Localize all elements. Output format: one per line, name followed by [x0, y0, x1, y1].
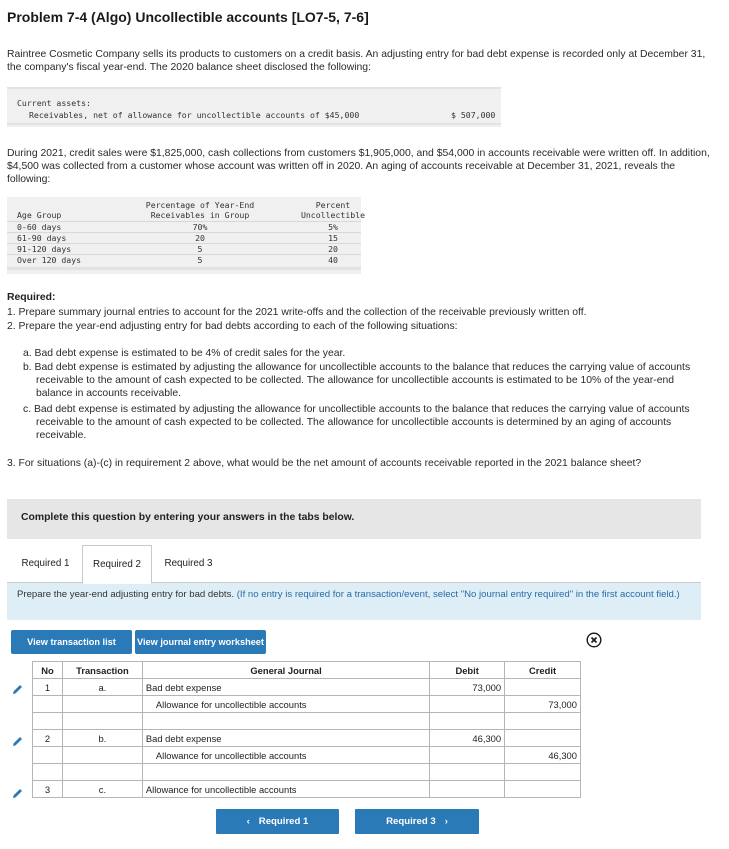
table-row	[33, 747, 581, 764]
table-row	[33, 764, 581, 781]
aging-row-group: 61-90 days	[17, 233, 67, 243]
row-transaction: a.	[62, 679, 142, 696]
chevron-right-icon: ›	[444, 816, 448, 827]
complete-banner	[7, 499, 701, 539]
row-credit[interactable]	[505, 781, 581, 798]
aging-table	[7, 197, 366, 274]
edit-pencil-icon[interactable]	[11, 787, 24, 803]
row-credit[interactable]	[505, 713, 581, 730]
row-no: 3	[33, 781, 63, 798]
edit-pencil-icon[interactable]	[11, 735, 24, 751]
aging-col2-header-1: Percentage of Year-End	[145, 200, 255, 210]
row-no	[33, 764, 63, 781]
row-account[interactable]: Allowance for uncollectible accounts	[142, 747, 429, 764]
aging-row-group: 91-120 days	[17, 244, 72, 254]
row-transaction	[62, 764, 142, 781]
row-account[interactable]	[142, 764, 429, 781]
row-no: 2	[33, 730, 63, 747]
aging-row-group: Over 120 days	[17, 255, 82, 265]
table-row	[33, 679, 581, 696]
row-debit[interactable]	[430, 781, 505, 798]
aging-row-unc: 15	[328, 233, 338, 243]
row-account[interactable]	[142, 713, 429, 730]
instruction-main: Prepare the year-end adjusting entry for bad debts.	[17, 589, 235, 600]
row-no: 1	[33, 679, 63, 696]
row-debit[interactable]	[430, 747, 505, 764]
row-no	[33, 713, 63, 730]
row-debit[interactable]	[430, 713, 505, 730]
col-header-credit: Credit	[505, 662, 581, 679]
view-transaction-list-button[interactable]: View transaction list	[11, 630, 132, 654]
situation-a: a. Bad debt expense is estimated to be 4% of credit sales for the year.	[23, 348, 346, 359]
table-row	[33, 730, 581, 747]
col-header-transaction: Transaction	[62, 662, 142, 679]
row-account[interactable]: Allowance for uncollectible accounts	[142, 781, 429, 798]
requirement-1: 1. Prepare summary journal entries to account for the 2021 write-offs and the collection of the receivable previously written off.	[7, 307, 587, 318]
next-button-label: Required 3	[386, 816, 436, 827]
row-credit[interactable]	[505, 730, 581, 747]
intro-paragraph: Raintree Cosmetic Company sells its products to customers on a credit basis. An adjusting entry for bad debt expense is recorded only at December 31, the company's fiscal year-end. The 2020 balance sheet disclosed the following:	[7, 49, 706, 73]
aging-row-unc: 5%	[328, 222, 338, 232]
table-row	[33, 713, 581, 730]
instruction-note: (If no entry is required for a transaction/event, select "No journal entry required" in the first account field.)	[236, 589, 680, 600]
aging-row-unc: 20	[328, 244, 338, 254]
row-credit[interactable]: 46,300	[505, 747, 581, 764]
receivables-label: Receivables, net of allowance for uncollectible accounts of $45,000	[29, 110, 360, 120]
row-transaction	[62, 696, 142, 713]
aging-col3-header-1: Percent	[315, 200, 351, 210]
prev-required-button[interactable]	[216, 809, 339, 834]
aging-row-pct: 20	[195, 233, 205, 243]
prev-button-label: Required 1	[258, 816, 309, 827]
balance-sheet-excerpt	[7, 87, 501, 127]
row-no	[33, 747, 63, 764]
row-transaction: c.	[62, 781, 142, 798]
requirement-2: 2. Prepare the year-end adjusting entry for bad debts according to each of the following situations:	[7, 321, 458, 332]
row-credit[interactable]	[505, 764, 581, 781]
row-debit[interactable]	[430, 764, 505, 781]
aging-row-group: 0-60 days	[17, 222, 62, 232]
aging-col1-header: Age Group	[17, 210, 62, 220]
instruction-panel	[7, 582, 701, 620]
row-debit[interactable]: 46,300	[430, 730, 505, 747]
aging-row-pct: 5	[197, 255, 203, 265]
chevron-left-icon: ‹	[246, 816, 250, 827]
tab-required-1[interactable]: Required 1	[11, 545, 80, 582]
current-assets-heading: Current assets:	[17, 98, 91, 108]
aging-row-pct: 70%	[192, 222, 208, 232]
edit-pencil-icon[interactable]	[11, 683, 24, 699]
situation-c: c. Bad debt expense is estimated by adjusting the allowance for uncollectible accounts to the balance that reduces the carrying value of accounts receivable to the amount of cash expected to be collected. The allowance for uncollectible accounts is determined by an aging of accounts receivable.	[23, 404, 690, 441]
situation-b: b. Bad debt expense is estimated by adjusting the allowance for uncollectible accounts to the balance that reduces the carrying value of accounts receivable to the amount of cash expected to be collected. The allowance for uncollectible accounts is estimated to be 10% of the year-end balance in accounts receivable.	[23, 362, 691, 399]
next-required-button[interactable]	[355, 809, 479, 834]
row-transaction	[62, 713, 142, 730]
close-icon[interactable]	[586, 632, 602, 648]
col-header-account: General Journal	[142, 662, 429, 679]
row-debit[interactable]: 73,000	[430, 679, 505, 696]
view-journal-worksheet-button[interactable]: View journal entry worksheet	[135, 630, 266, 654]
row-transaction: b.	[62, 730, 142, 747]
tab-required-2[interactable]: Required 2	[82, 545, 152, 584]
row-account[interactable]: Bad debt expense	[142, 730, 429, 747]
row-account[interactable]: Bad debt expense	[142, 679, 429, 696]
col-header-debit: Debit	[430, 662, 505, 679]
aging-row-pct: 5	[197, 244, 203, 254]
table-row	[33, 781, 581, 798]
row-transaction	[62, 747, 142, 764]
receivables-value: $ 507,000	[451, 110, 496, 120]
activity-paragraph: During 2021, credit sales were $1,825,000, cash collections from customers $1,905,000, and $54,000 in accounts receivable were written off. In addition, $4,500 was collected from a customer whose account was written off in 2020. An aging of accounts receivable at December 31, 2021, reveals the following:	[7, 148, 710, 185]
row-credit[interactable]	[505, 679, 581, 696]
page-title: Problem 7-4 (Algo) Uncollectible accounts [LO7-5, 7-6]	[7, 9, 369, 25]
general-journal-table	[32, 661, 581, 798]
requirement-3: 3. For situations (a)-(c) in requirement 2 above, what would be the net amount of accounts receivable reported in the 2021 balance sheet?	[7, 458, 642, 469]
required-heading: Required:	[7, 292, 56, 303]
aging-col3-header-2: Uncollectible	[300, 210, 366, 220]
row-no	[33, 696, 63, 713]
aging-row-unc: 40	[328, 255, 338, 265]
tab-required-3[interactable]: Required 3	[154, 545, 223, 582]
aging-col2-header-2: Receivables in Group	[150, 210, 250, 220]
row-credit[interactable]: 73,000	[505, 696, 581, 713]
col-header-no: No	[33, 662, 63, 679]
table-row	[33, 696, 581, 713]
row-account[interactable]: Allowance for uncollectible accounts	[142, 696, 429, 713]
row-debit[interactable]	[430, 696, 505, 713]
complete-prompt: Complete this question by entering your answers in the tabs below.	[21, 512, 355, 523]
